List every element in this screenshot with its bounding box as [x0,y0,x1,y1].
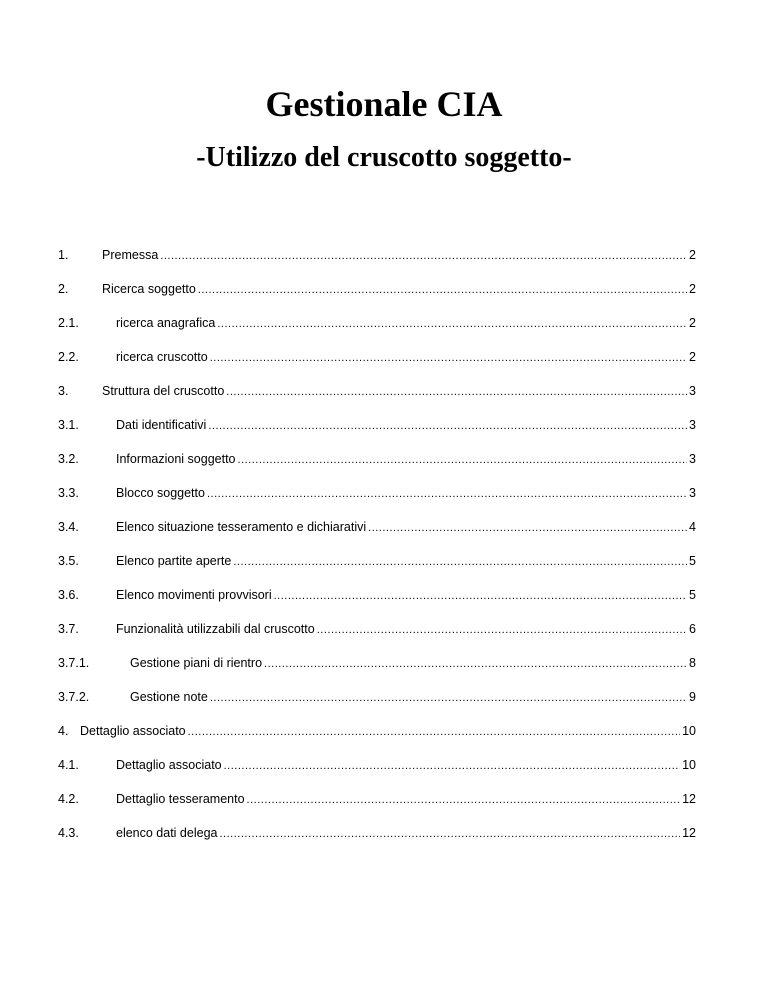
toc-entry[interactable] [58,587,696,621]
toc-entry-number: 3.2. [58,452,79,466]
toc-entry-label: Premessa [102,248,159,262]
toc-entry-page: 3 [689,486,696,500]
toc-entry-page: 3 [689,384,696,398]
toc-entry-number: 1. [58,248,69,262]
toc-dot-leader [208,418,687,434]
toc-entry[interactable] [58,383,696,417]
toc-entry-number: 3.6. [58,588,79,602]
toc-entry-page: 9 [689,690,696,704]
toc-entry[interactable] [58,519,696,553]
toc-dot-leader [274,588,687,604]
toc-entry[interactable] [58,349,696,383]
toc-dot-leader [247,792,681,808]
toc-dot-leader [160,248,687,264]
toc-entry[interactable] [58,417,696,451]
toc-entry-number: 4.3. [58,826,79,840]
toc-entry[interactable] [58,723,696,757]
toc-dot-leader [219,826,680,842]
toc-entry-number: 4. [58,724,69,738]
toc-entry-page: 10 [682,758,696,772]
toc-entry-page: 6 [689,622,696,636]
toc-entry-label: elenco dati delega [116,826,218,840]
toc-entry-number: 3.7.1. [58,656,90,670]
toc-entry[interactable] [58,621,696,655]
toc-entry-number: 2.2. [58,350,79,364]
toc-entry-label: Ricerca soggetto [102,282,196,296]
toc-entry-label: Dati identificativi [116,418,207,432]
toc-entry-label: Dettaglio tesseramento [116,792,245,806]
toc-entry-label: Elenco situazione tesseramento e dichiarativi [116,520,367,534]
toc-entry-page: 2 [689,350,696,364]
toc-entry[interactable] [58,247,696,281]
toc-dot-leader [317,622,687,638]
toc-entry-label: Blocco soggetto [116,486,205,500]
toc-entry-number: 3.4. [58,520,79,534]
toc-dot-leader [233,554,687,570]
toc-entry-page: 12 [682,792,696,806]
toc-dot-leader [210,350,687,366]
toc-entry-number: 3.3. [58,486,79,500]
toc-dot-leader [368,520,687,536]
toc-dot-leader [238,452,688,468]
toc-entry-page: 3 [689,418,696,432]
toc-entry[interactable] [58,655,696,689]
toc-entry-number: 2.1. [58,316,79,330]
toc-entry-page: 2 [689,316,696,330]
toc-entry[interactable] [58,689,696,723]
toc-entry-page: 2 [689,282,696,296]
toc-entry-label: Struttura del cruscotto [102,384,225,398]
toc-entry-number: 4.1. [58,758,79,772]
toc-entry-label: Gestione note [130,690,208,704]
toc-entry-label: Informazioni soggetto [116,452,236,466]
toc-entry-label: Elenco partite aperte [116,554,232,568]
toc-entry[interactable] [58,451,696,485]
toc-entry-page: 5 [689,588,696,602]
document-title: Gestionale CIA [265,84,503,124]
toc-dot-leader [210,690,687,706]
toc-entry-number: 3. [58,384,69,398]
toc-dot-leader [198,282,687,298]
toc-entry-page: 2 [689,248,696,262]
toc-entry-page: 5 [689,554,696,568]
toc-entry-label: Gestione piani di rientro [130,656,263,670]
document-subtitle: -Utilizzo del cruscotto soggetto- [196,142,572,173]
toc-dot-leader [217,316,687,332]
toc-entry[interactable] [58,281,696,315]
toc-entry-label: Dettaglio associato [116,758,222,772]
toc-entry[interactable] [58,485,696,519]
toc-dot-leader [207,486,687,502]
toc-dot-leader [188,724,680,740]
toc-entry-number: 4.2. [58,792,79,806]
toc-entry-page: 4 [689,520,696,534]
toc-entry-number: 3.1. [58,418,79,432]
toc-entry[interactable] [58,791,696,825]
toc-entry-label: ricerca cruscotto [116,350,208,364]
table-of-contents [58,247,696,859]
toc-dot-leader [264,656,687,672]
toc-entry-label: Elenco movimenti provvisori [116,588,272,602]
toc-entry-page: 8 [689,656,696,670]
toc-entry-number: 3.5. [58,554,79,568]
toc-dot-leader [224,758,680,774]
toc-entry-page: 3 [689,452,696,466]
toc-entry[interactable] [58,315,696,349]
toc-dot-leader [226,384,687,400]
toc-entry-label: ricerca anagrafica [116,316,216,330]
toc-entry-page: 10 [682,724,696,738]
toc-entry-number: 2. [58,282,69,296]
toc-entry-label: Dettaglio associato [80,724,186,738]
toc-entry[interactable] [58,553,696,587]
toc-entry-number: 3.7. [58,622,79,636]
toc-entry-page: 12 [682,826,696,840]
toc-entry-label: Funzionalità utilizzabili dal cruscotto [116,622,315,636]
toc-entry[interactable] [58,825,696,859]
toc-entry[interactable] [58,757,696,791]
toc-entry-number: 3.7.2. [58,690,90,704]
